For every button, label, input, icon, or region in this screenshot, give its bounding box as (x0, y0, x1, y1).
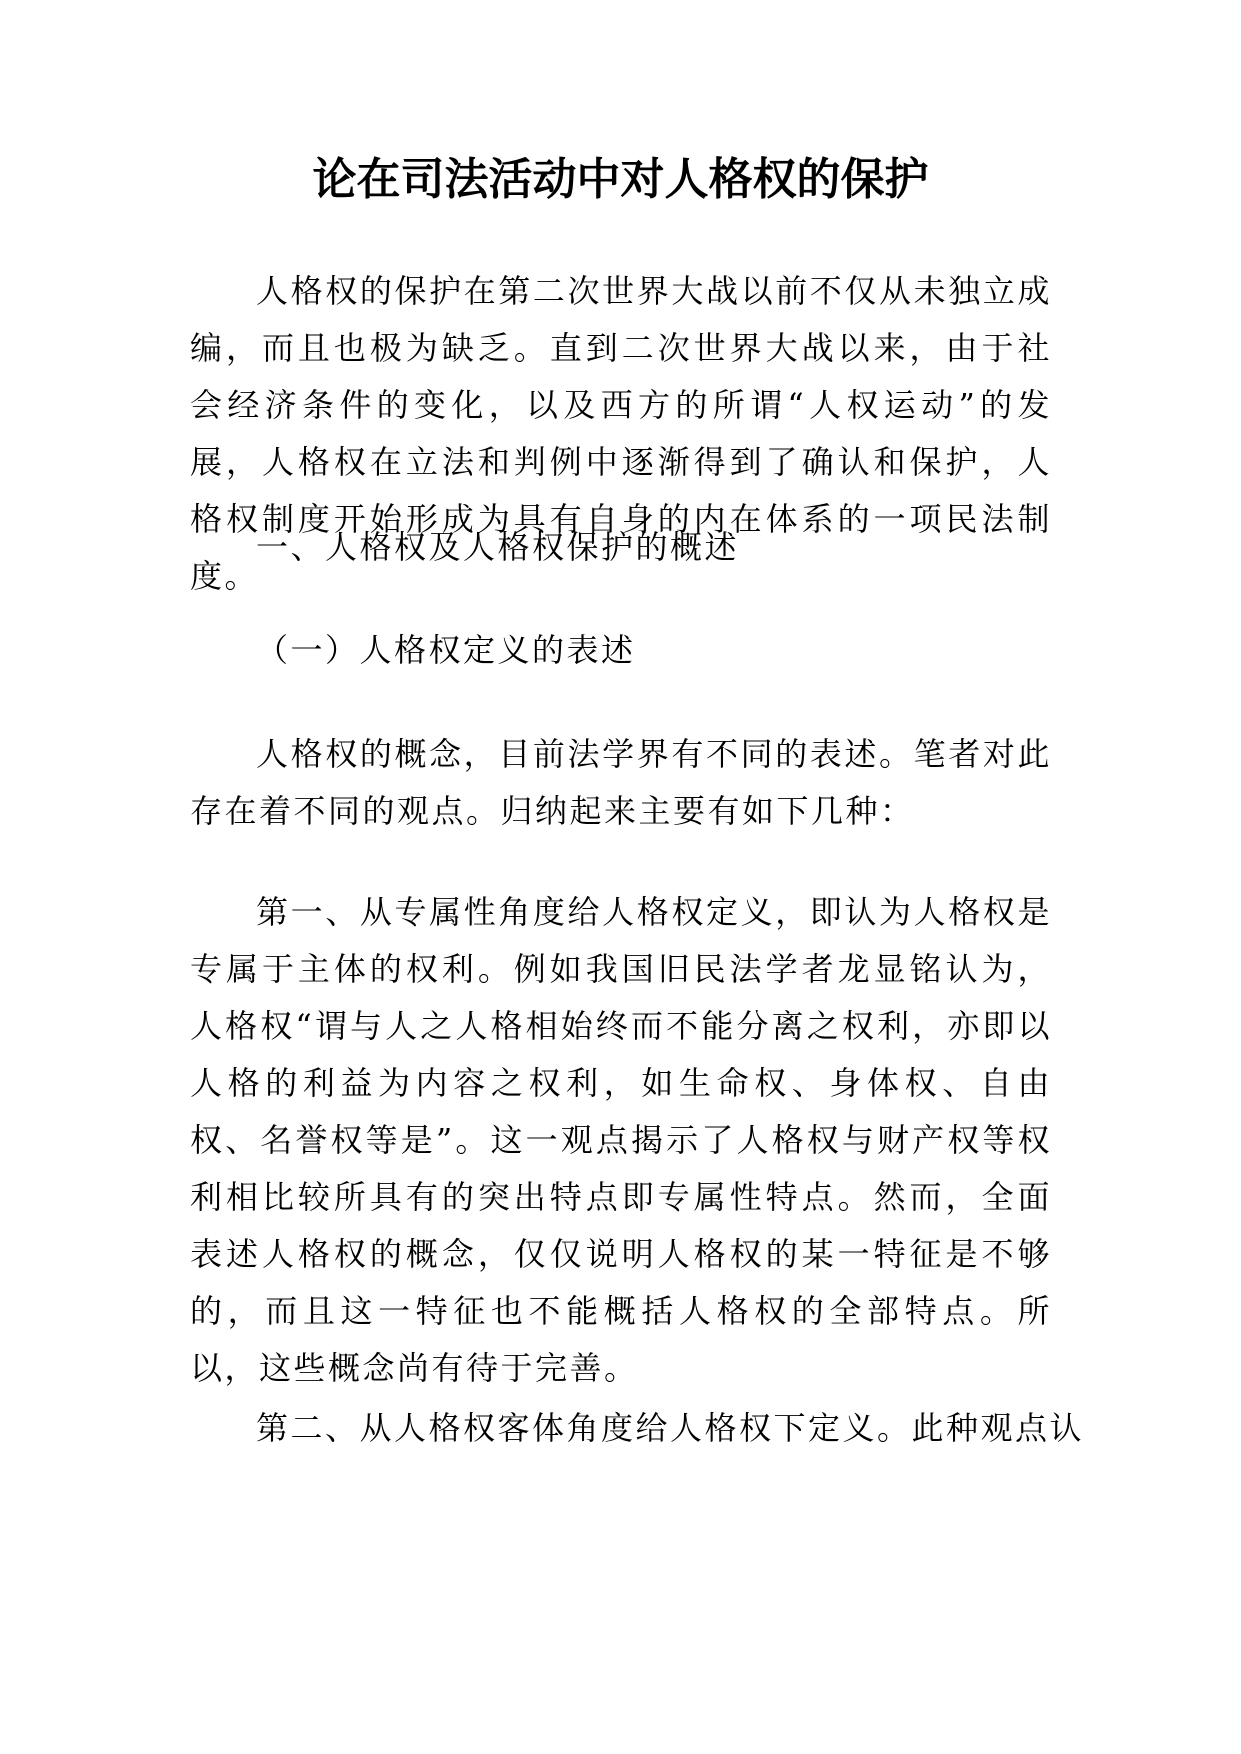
paragraph-intro: 人格权的保护在第二次世界大战以前不仅从未独立成编，而且也极为缺乏。直到二次世界大战以来，由于社会经济条件的变化，以及西方的所谓“人权运动”的发展，人格权在立法和判例中逐渐得到了确认和保护，人格权制度开始形成为具有自身的内在体系的一项民法制度。 (190, 272, 1052, 595)
paragraph-first-view: 第一、从专属性角度给人格权定义，即认为人格权是专属于主体的权利。例如我国旧民法学者龙显铭认为，人格权“谓与人之人格相始终而不能分离之权利，亦即以人格的利益为内容之权利，如生命权、身体权、自由权、名誉权等是”。这一观点揭示了人格权与财产权等权利相比较所具有的突出特点即专属性特点。然而，全面表述人格权的概念，仅仅说明人格权的某一特征是不够的，而且这一特征也不能概括人格权的全部特点。所以，这些概念尚有待于完善。 (190, 893, 1052, 1387)
paragraph-concept: 人格权的概念，目前法学界有不同的表述。笔者对此存在着不同的观点。归纳起来主要有如下几种： (190, 735, 1052, 830)
section-heading-1: 一、人格权及人格权保护的概述 (256, 528, 740, 566)
paragraph-second-view: 第二、从人格权客体角度给人格权下定义。此种观点认 (256, 1409, 1085, 1447)
subsection-heading-1: （一）人格权定义的表述 (256, 631, 636, 669)
document-title: 论在司法活动中对人格权的保护 (312, 154, 929, 205)
